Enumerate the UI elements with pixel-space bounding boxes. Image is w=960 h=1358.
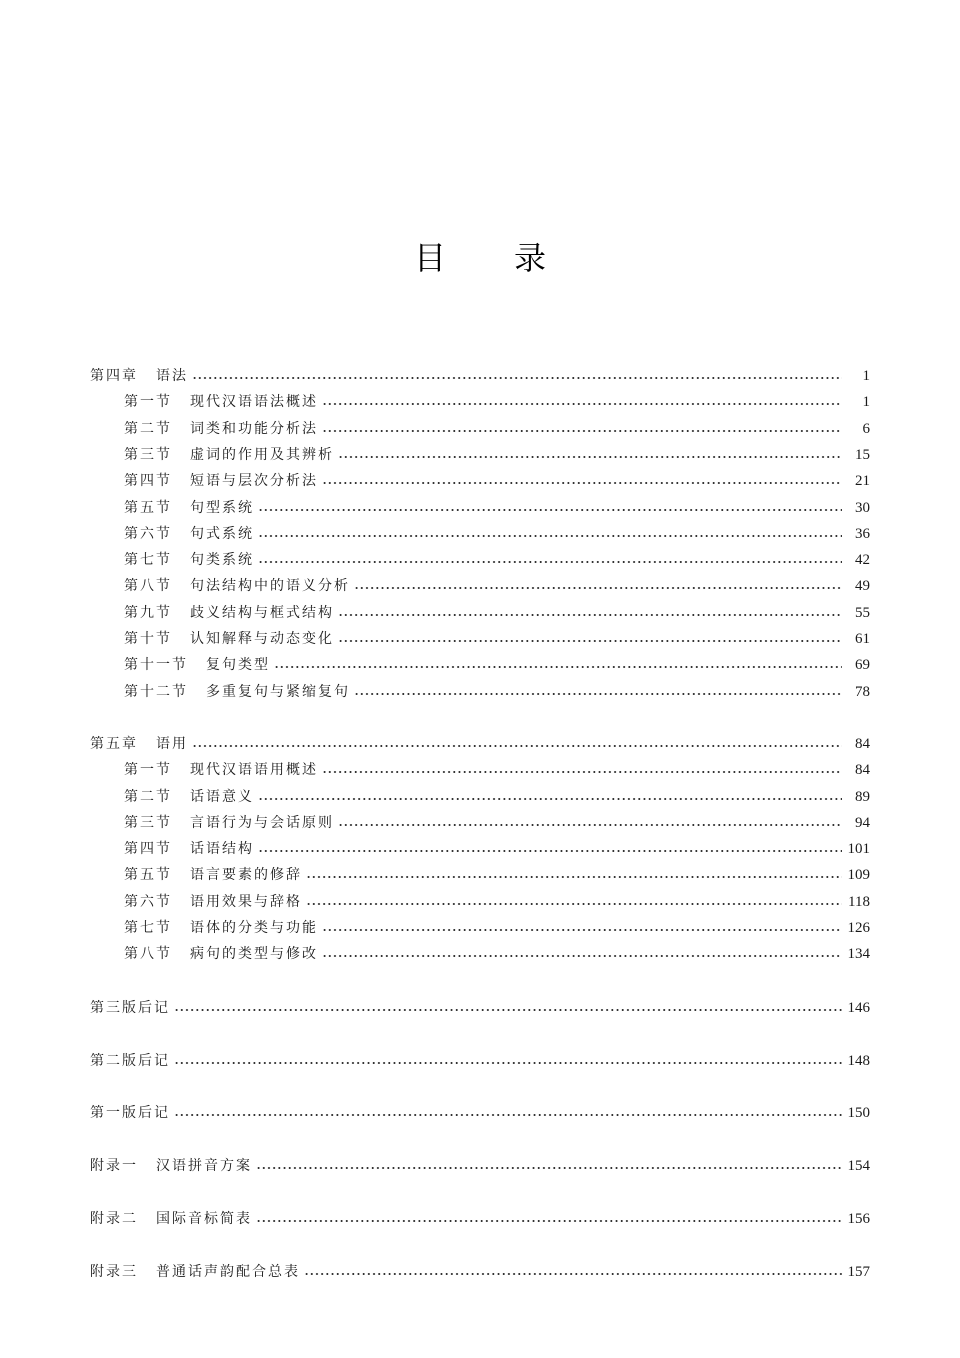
page-number: 126 — [847, 920, 870, 936]
page-number: 55 — [855, 605, 870, 621]
toc-section[interactable] — [124, 419, 870, 439]
entry-title: 短语与层次分析法 — [190, 473, 318, 489]
page-number: 148 — [847, 1053, 870, 1069]
dot-leader — [258, 550, 842, 570]
dot-leader — [306, 892, 842, 912]
entry-number: 附录二 — [90, 1211, 138, 1227]
dot-leader — [304, 1262, 842, 1282]
page-number: 109 — [847, 867, 870, 883]
toc-section[interactable] — [124, 629, 870, 649]
toc-chapter[interactable] — [90, 366, 870, 386]
entry-number: 第六节 — [124, 894, 172, 910]
toc-section[interactable] — [124, 839, 870, 859]
entry-number: 第十二节 — [124, 684, 188, 700]
entry-number: 第四节 — [124, 473, 172, 489]
entry-title: 语言要素的修辞 — [190, 867, 302, 883]
entry-title: 语法 — [156, 368, 188, 384]
dot-leader — [322, 918, 842, 938]
dot-leader — [322, 419, 842, 439]
page-number: 154 — [847, 1158, 870, 1174]
entry-number: 第二节 — [124, 421, 172, 437]
toc-afterword[interactable] — [90, 998, 870, 1018]
toc-afterword[interactable] — [90, 1103, 870, 1123]
entry-title: 复句类型 — [206, 657, 270, 673]
toc-appendix[interactable] — [90, 1262, 870, 1282]
page-number: 21 — [855, 473, 870, 489]
page-number: 134 — [847, 946, 870, 962]
page-number: 1 — [862, 394, 870, 410]
page-number: 1 — [862, 368, 870, 384]
entry-title: 现代汉语语法概述 — [190, 394, 318, 410]
entry-number: 第七节 — [124, 552, 172, 568]
entry-title: 病句的类型与修改 — [190, 946, 318, 962]
entry-number: 第六节 — [124, 526, 172, 542]
entry-title: 语用效果与辞格 — [190, 894, 302, 910]
dot-leader — [174, 998, 842, 1018]
entry-title: 多重复句与紧缩复句 — [206, 684, 350, 700]
entry-number: 附录一 — [90, 1158, 138, 1174]
page-number: 94 — [855, 815, 870, 831]
entry-number: 第三节 — [124, 815, 172, 831]
entry-number: 第八节 — [124, 578, 172, 594]
entry-number: 第五节 — [124, 867, 172, 883]
toc-section[interactable] — [124, 655, 870, 675]
entry-title: 国际音标简表 — [156, 1211, 252, 1227]
entry-title: 第二版后记 — [90, 1053, 170, 1069]
page-number: 69 — [855, 657, 870, 673]
toc-section[interactable] — [124, 471, 870, 491]
page-title — [0, 236, 960, 280]
entry-number: 第五节 — [124, 500, 172, 516]
dot-leader — [256, 1209, 842, 1229]
dot-leader — [322, 392, 842, 412]
dot-leader — [256, 1156, 842, 1176]
entry-number: 第一节 — [124, 762, 172, 778]
entry-title: 现代汉语语用概述 — [190, 762, 318, 778]
dot-leader — [338, 445, 842, 465]
dot-leader — [258, 839, 842, 859]
toc-appendix[interactable] — [90, 1156, 870, 1176]
entry-number: 附录三 — [90, 1264, 138, 1280]
dot-leader — [174, 1103, 842, 1123]
page-number: 150 — [847, 1105, 870, 1121]
toc-section[interactable] — [124, 813, 870, 833]
dot-leader — [174, 1051, 842, 1071]
dot-leader — [322, 471, 842, 491]
page-number: 36 — [855, 526, 870, 542]
dot-leader — [338, 813, 842, 833]
toc-afterword[interactable] — [90, 1051, 870, 1071]
page-number: 157 — [847, 1264, 870, 1280]
entry-number: 第八节 — [124, 946, 172, 962]
entry-title: 语用 — [156, 736, 188, 752]
toc-section[interactable] — [124, 498, 870, 518]
entry-number: 第四节 — [124, 841, 172, 857]
dot-leader — [354, 682, 842, 702]
page-number: 42 — [855, 552, 870, 568]
entry-title: 句类系统 — [190, 552, 254, 568]
entry-number: 第十节 — [124, 631, 172, 647]
entry-title: 话语结构 — [190, 841, 254, 857]
page-number: 49 — [855, 578, 870, 594]
page-number: 61 — [855, 631, 870, 647]
entry-title: 句式系统 — [190, 526, 254, 542]
toc-section[interactable] — [124, 760, 870, 780]
entry-number: 第九节 — [124, 605, 172, 621]
entry-title: 第一版后记 — [90, 1105, 170, 1121]
entry-title: 汉语拼音方案 — [156, 1158, 252, 1174]
page-number: 101 — [847, 841, 870, 857]
dot-leader — [192, 734, 842, 754]
page-number: 89 — [855, 789, 870, 805]
toc-appendix[interactable] — [90, 1209, 870, 1229]
dot-leader — [258, 787, 842, 807]
page-number: 15 — [855, 447, 870, 463]
entry-title: 歧义结构与框式结构 — [190, 605, 334, 621]
toc-section[interactable] — [124, 865, 870, 885]
dot-leader — [354, 576, 842, 596]
toc-section[interactable] — [124, 918, 870, 938]
dot-leader — [192, 366, 842, 386]
entry-title: 言语行为与会话原则 — [190, 815, 334, 831]
dot-leader — [338, 603, 842, 623]
page-number: 78 — [855, 684, 870, 700]
toc-chapter[interactable] — [90, 734, 870, 754]
entry-title: 认知解释与动态变化 — [190, 631, 334, 647]
entry-number: 第十一节 — [124, 657, 188, 673]
toc-section[interactable] — [124, 576, 870, 596]
entry-title: 第三版后记 — [90, 1000, 170, 1016]
entry-number: 第一节 — [124, 394, 172, 410]
toc-section[interactable] — [124, 603, 870, 623]
page-number: 118 — [848, 894, 870, 910]
toc-section[interactable] — [124, 524, 870, 544]
dot-leader — [306, 865, 842, 885]
page-number: 6 — [862, 421, 870, 437]
page-number: 84 — [855, 736, 870, 752]
entry-title: 语体的分类与功能 — [190, 920, 318, 936]
entry-title: 句型系统 — [190, 500, 254, 516]
entry-number: 第四章 — [90, 368, 138, 384]
dot-leader — [322, 760, 842, 780]
page-number: 84 — [855, 762, 870, 778]
toc-section[interactable] — [124, 787, 870, 807]
toc-section[interactable] — [124, 944, 870, 964]
toc-section[interactable] — [124, 392, 870, 412]
title-char-1: 目 — [414, 239, 447, 277]
entry-title: 句法结构中的语义分析 — [190, 578, 350, 594]
title-char-2: 录 — [514, 239, 547, 277]
toc-section[interactable] — [124, 550, 870, 570]
entry-number: 第二节 — [124, 789, 172, 805]
entry-number: 第三节 — [124, 447, 172, 463]
dot-leader — [258, 524, 842, 544]
dot-leader — [322, 944, 842, 964]
toc-section[interactable] — [124, 892, 870, 912]
entry-title: 词类和功能分析法 — [190, 421, 318, 437]
page-number: 30 — [855, 500, 870, 516]
entry-title: 虚词的作用及其辨析 — [190, 447, 334, 463]
dot-leader — [274, 655, 842, 675]
toc-section[interactable] — [124, 445, 870, 465]
page-number: 156 — [847, 1211, 870, 1227]
entry-number: 第七节 — [124, 920, 172, 936]
entry-title: 话语意义 — [190, 789, 254, 805]
page-number: 146 — [847, 1000, 870, 1016]
dot-leader — [258, 498, 842, 518]
dot-leader — [338, 629, 842, 649]
toc-section[interactable] — [124, 682, 870, 702]
entry-number: 第五章 — [90, 736, 138, 752]
entry-title: 普通话声韵配合总表 — [156, 1264, 300, 1280]
